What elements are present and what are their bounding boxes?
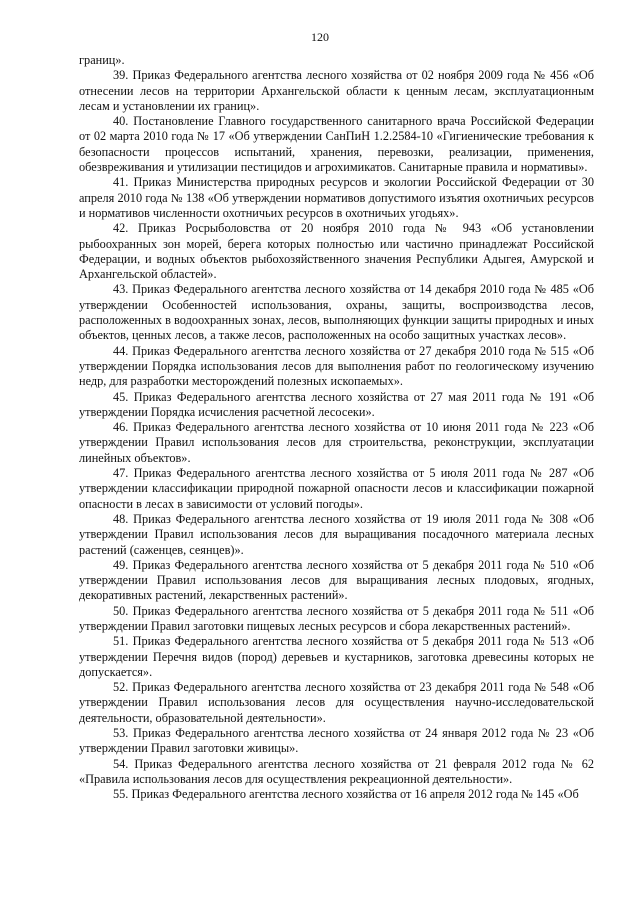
list-item: 43. Приказ Федерального агентства лесного хозяйства от 14 декабря 2010 года № 485 «Об утверждении Особенностей использования, охраны, защиты, воспроизводства лесов, расположенных в водоохранных зонах, лесов, выполняющих функции защиты природных и иных объектов, ценных лесов, а также лесов, расположенных на особо защитных участках лесов». — [79, 282, 594, 343]
list-item: 48. Приказ Федерального агентства лесного хозяйства от 19 июля 2011 года № 308 «Об утверждении Правил использования лесов для выращивания посадочного материала лесных растений (саженцев, сеянцев)». — [79, 511, 594, 557]
list-item: 55. Приказ Федерального агентства лесного хозяйства от 16 апреля 2012 года № 145 «Об — [113, 787, 579, 802]
list-item: 47. Приказ Федерального агентства лесного хозяйства от 5 июля 2011 года № 287 «Об утверждении классификации природной пожарной опасности лесов и классификации пожарной опасности в лесах в зависимости от условий погоды». — [79, 466, 594, 511]
list-item: 51. Приказ Федерального агентства лесного хозяйства от 5 декабря 2011 года № 513 «Об утверждении Перечня видов (пород) деревьев и кустарников, заготовка древесины которых не допускается». — [79, 634, 594, 679]
list-item: 41. Приказ Министерства природных ресурсов и экологии Российской Федерации от 30 апреля 2010 года № 138 «Об утверждении нормативов допустимого изъятия охотничьих ресурсов и нормативов численности охотничьих ресурсов в охотничьих угодьях». — [79, 175, 594, 220]
list-item-continuation: границ». — [79, 53, 125, 67]
list-item: 40. Постановление Главного государственного санитарного врача Российской Федерации от 02 марта 2010 года № 17 «Об утверждении СанПиН 1.2.2584-10 «Гигиенические требования к безопасности процессов испытаний, хранения, перевозки, реализации, применения, обезвреживания и утилизации пестицидов и агрохимикатов. Санитарные правила и нормативы». — [79, 114, 594, 175]
list-item: 52. Приказ Федерального агентства лесного хозяйства от 23 декабря 2011 года № 548 «Об утверждении Правил использования лесов для осуществления научно-исследовательской деятельности, образовательной деятельности». — [79, 680, 594, 725]
list-item: 54. Приказ Федерального агентства лесного хозяйства от 21 февраля 2012 года № 62 «Правила использования лесов для осуществления рекреационной деятельности». — [79, 756, 594, 786]
list-item: 50. Приказ Федерального агентства лесного хозяйства от 5 декабря 2011 года № 511 «Об утверждении Правил заготовки пищевых лесных ресурсов и сбора лекарственных растений». — [79, 603, 594, 633]
list-item: 46. Приказ Федерального агентства лесного хозяйства от 10 июня 2011 года № 223 «Об утверждении Правил использования лесов для строительства, реконструкции, эксплуатации линейных объектов». — [79, 420, 594, 465]
list-item: 53. Приказ Федерального агентства лесного хозяйства от 24 января 2012 года № 23 «Об утверждении Правил заготовки живицы». — [79, 726, 594, 756]
list-item: 39. Приказ Федерального агентства лесного хозяйства от 02 ноября 2009 года № 456 «Об отнесении лесов на территории Архангельской области к ценным лесам, эксплуатационным лесам и установлении их границ». — [79, 68, 594, 113]
page-number: 120 — [311, 30, 329, 44]
list-item: 49. Приказ Федерального агентства лесного хозяйства от 5 декабря 2011 года № 510 «Об утверждении Правил использования лесов для выращивания лесных плодовых, ягодных, декоративных растений, лекарственных растений». — [79, 557, 594, 603]
document-body — [79, 53, 594, 803]
list-item: 42. Приказ Росрыболовства от 20 ноября 2010 года № 943 «Об установлении рыбоохранных зон морей, берега которых полностью или частично принадлежат Российской Федерации, и водных объектов рыбохозяйственного значения Республики Адыгея, Амурской и Архангельской областей». — [79, 221, 594, 282]
list-item: 45. Приказ Федерального агентства лесного хозяйства от 27 мая 2011 года № 191 «Об утверждении Порядка исчисления расчетной лесосеки». — [79, 389, 594, 419]
list-item: 44. Приказ Федерального агентства лесного хозяйства от 27 декабря 2010 года № 515 «Об утверждении Порядка использования лесов для выполнения работ по геологическому изучению недр, для разработки месторождений полезных ископаемых». — [79, 343, 594, 389]
